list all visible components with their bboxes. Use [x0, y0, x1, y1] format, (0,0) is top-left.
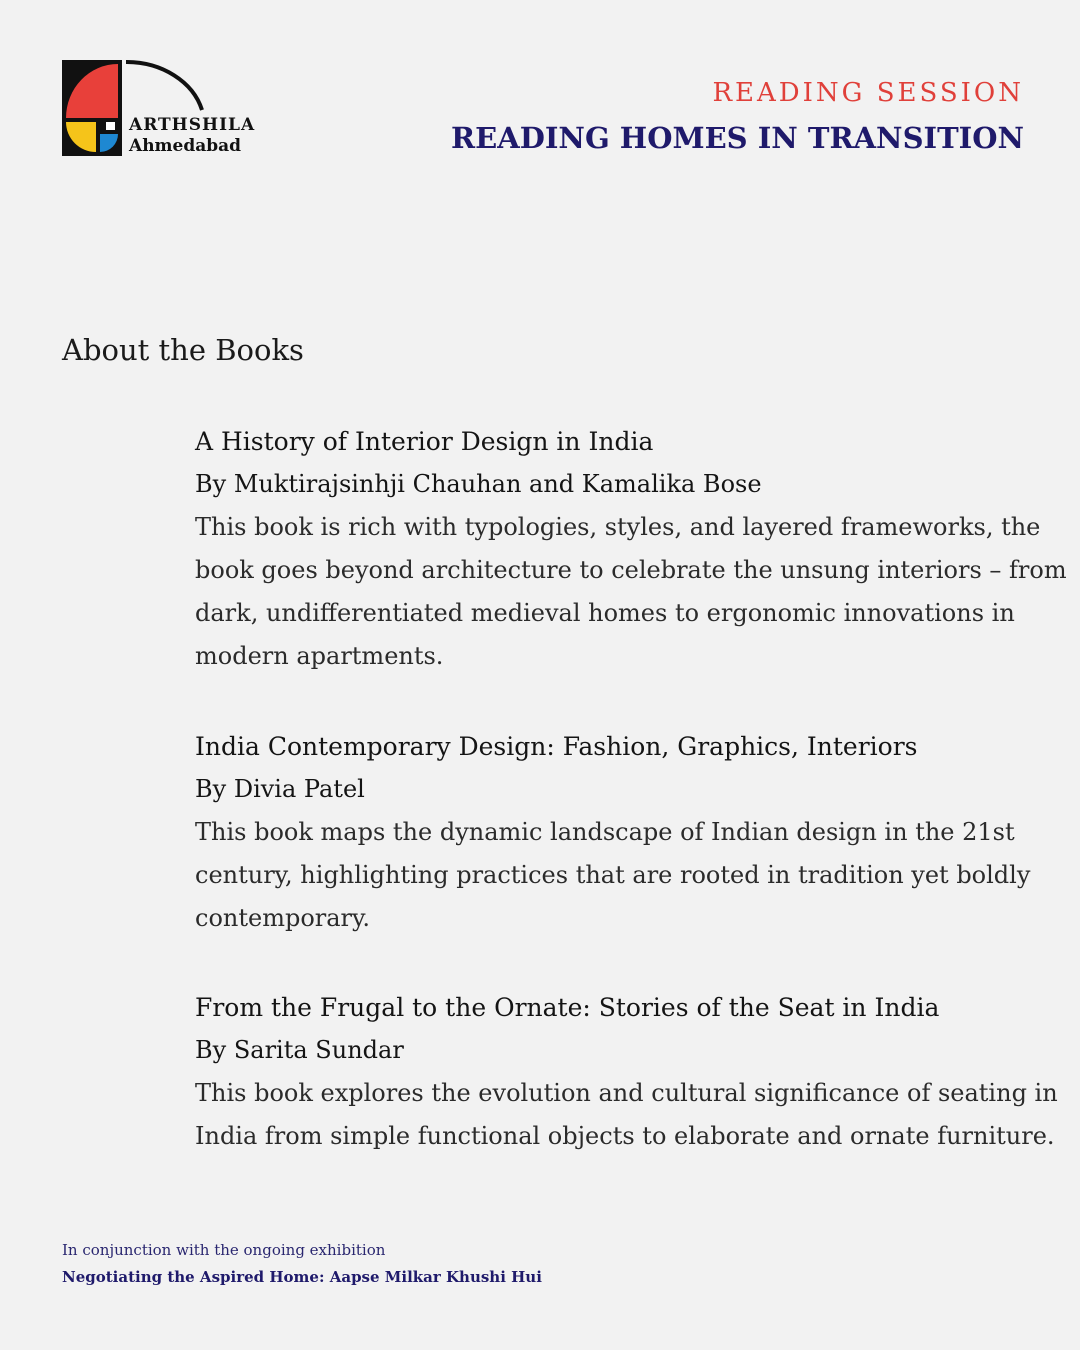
book-description-line: modern apartments. — [195, 642, 444, 670]
book-list — [195, 420, 1067, 1205]
book-description-line: This book maps the dynamic landscape of Indian design in the 21st — [195, 818, 1015, 846]
footer — [62, 1240, 542, 1287]
session-title: READING HOMES IN TRANSITION — [451, 121, 1024, 155]
book-description — [195, 1072, 1058, 1158]
book-description-line: India from simple functional objects to elaborate and ornate furniture. — [195, 1122, 1055, 1150]
logo-name: ARTHSHILA — [129, 115, 256, 135]
header — [451, 76, 1024, 158]
book-description-line: contemporary. — [195, 904, 371, 932]
book-title: India Contemporary Design: Fashion, Graphics, Interiors — [195, 732, 918, 761]
book-item — [195, 725, 1035, 940]
book-description-line: This book explores the evolution and cultural significance of seating in — [195, 1079, 1058, 1107]
book-description — [195, 506, 1067, 678]
book-description-line: This book is rich with typologies, styles, and layered frameworks, the — [195, 513, 1041, 541]
book-description-line: century, highlighting practices that are rooted in tradition yet boldly — [195, 861, 1031, 889]
book-description-line: book goes beyond architecture to celebrate the unsung interiors – from — [195, 556, 1067, 584]
logo-city: Ahmedabad — [129, 136, 242, 156]
book-description — [195, 811, 1035, 940]
book-title: From the Frugal to the Ornate: Stories of the Seat in India — [195, 993, 940, 1022]
section-heading: About the Books — [62, 333, 304, 367]
book-author: By Muktirajsinhji Chauhan and Kamalika Bose — [195, 470, 762, 498]
book-title: A History of Interior Design in India — [195, 427, 654, 456]
book-author: By Divia Patel — [195, 775, 365, 803]
session-label: READING SESSION — [712, 78, 1024, 108]
exhibition-title: Negotiating the Aspired Home: Aapse Milkar Khushi Hui — [62, 1268, 542, 1286]
book-description-line: dark, undifferentiated medieval homes to ergonomic innovations in — [195, 599, 1015, 627]
book-author: By Sarita Sundar — [195, 1036, 404, 1064]
book-item — [195, 986, 1058, 1158]
arthshila-logo — [62, 60, 262, 160]
book-item — [195, 420, 1067, 678]
footer-note: In conjunction with the ongoing exhibition — [62, 1241, 386, 1259]
